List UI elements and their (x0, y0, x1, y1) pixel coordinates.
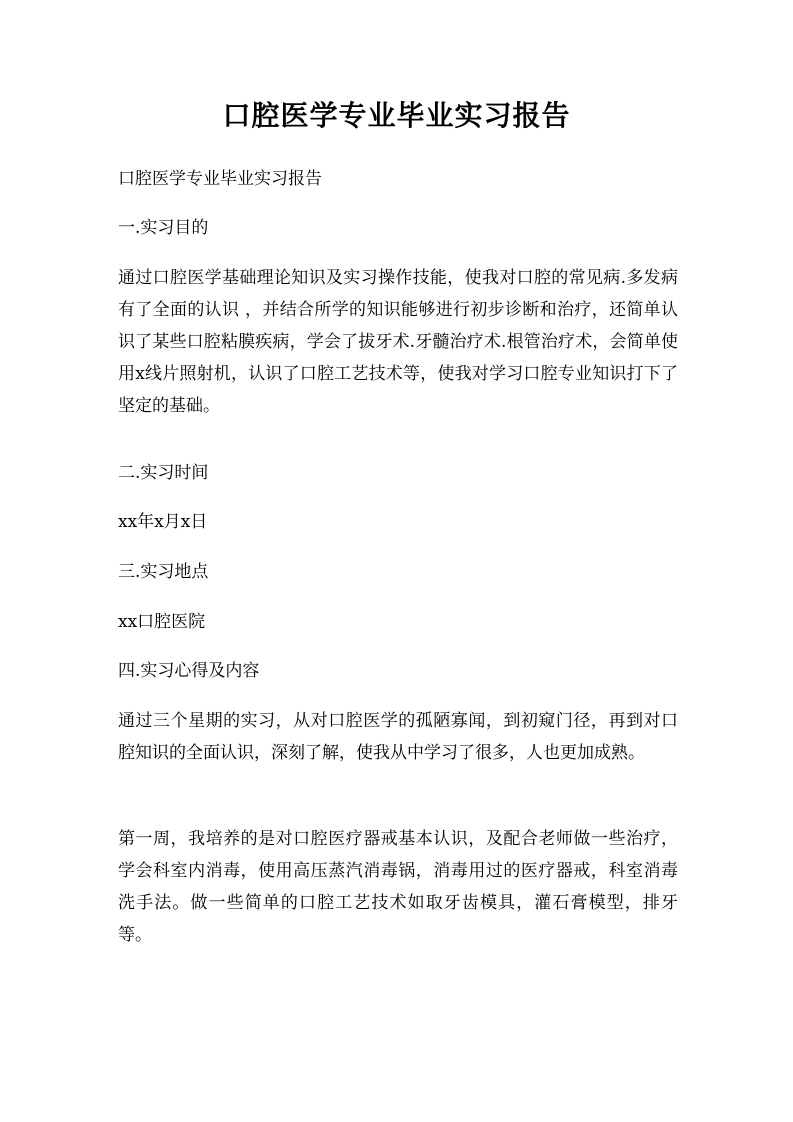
document-title: 口腔医学专业毕业实习报告 (222, 99, 571, 132)
section-body-experience-para2: 第一周，我培养的是对口腔医疗器戒基本认识，及配合老师做一些治疗，学会科室内消毒，使用高压蒸汽消毒锅，消毒用过的医疗器戒，科室消毒洗手法。做一些简单的口腔工艺技术如取牙齿模具，灌石膏模型，排牙等。 (118, 829, 678, 945)
section-body-purpose: 通过口腔医学基础理论知识及实习操作技能，使我对口腔的常见病.多发病 有了全面的认识 ，并结合所学的知识能够进行初步诊断和治疗，还简单认识了某些口腔粘膜疾病，学会了拔牙术.牙髓治疗术.根管治疗术，会简单使用x线片照射机，认识了口腔工艺技术等，使我对学习口腔专业知识打下了坚定的基础。 (118, 268, 678, 416)
section-heading-purpose: 一.实习目的 (118, 218, 209, 238)
section-heading-time: 二.实习时间 (118, 463, 209, 483)
section-body-time: xx年x月x日 (118, 512, 208, 532)
section-body-location: xx口腔医院 (118, 612, 206, 632)
section-heading-location: 三.实习地点 (118, 562, 209, 582)
document-subtitle: 口腔医学专业毕业实习报告 (118, 169, 322, 189)
section-heading-experience: 四.实习心得及内容 (118, 661, 260, 681)
section-body-experience-para1: 通过三个星期的实习，从对口腔医学的孤陋寡闻，到初窥门径，再到对口腔知识的全面认识，深刻了解，使我从中学习了很多，人也更加成熟。 (118, 711, 678, 763)
